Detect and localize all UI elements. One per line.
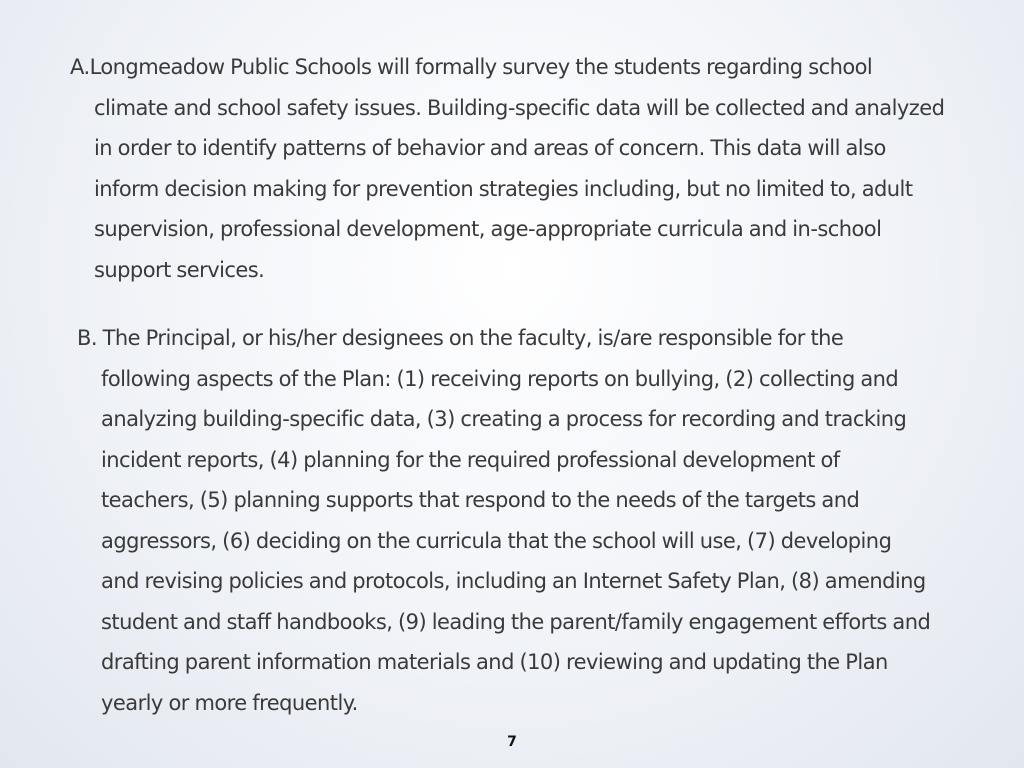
item-b-line-5: teachers, (5) planning supports that respond to the needs of the targets and: [101, 488, 860, 512]
list-item-a: [70, 47, 944, 290]
item-b-line-9: drafting parent information materials and (10) reviewing and updating the Plan: [101, 650, 888, 674]
item-a-marker: A.: [70, 55, 90, 79]
item-b-line-1: [77, 318, 930, 359]
item-a-line-1-text: Longmeadow Public Schools will formally survey the students regarding school: [89, 55, 873, 79]
list-item-b: [77, 318, 930, 723]
item-b-line-2: following aspects of the Plan: (1) receiving reports on bullying, (2) collecting and: [101, 366, 899, 391]
item-b-line-1-text: The Principal, or his/her designees on the faculty, is/are responsible for the: [102, 326, 844, 350]
item-a-line-2: climate and school safety issues. Building-specific data will be collected and analyzed: [94, 95, 945, 120]
item-a-line-6: support services.: [94, 257, 265, 282]
item-b-line-4: incident reports, (4) planning for the required professional development of: [101, 447, 840, 472]
item-a-line-4: inform decision making for prevention strategies including, but no limited to, adult: [94, 176, 913, 201]
item-a-line-1: [70, 47, 944, 88]
item-b-line-6: aggressors, (6) deciding on the curricula that the school will use, (7) developing: [101, 528, 892, 553]
item-a-line-5: supervision, professional development, age-appropriate curricula and in-school: [94, 217, 882, 241]
page-number: 7: [507, 734, 517, 750]
item-b-line-7: and revising policies and protocols, including an Internet Safety Plan, (8) amending: [101, 569, 926, 593]
item-b-line-10: yearly or more frequently.: [101, 690, 358, 715]
item-b-line-3: analyzing building-specific data, (3) creating a process for recording and tracking: [101, 407, 907, 431]
item-b-line-8: student and staff handbooks, (9) leading the parent/family engagement efforts and: [101, 609, 931, 634]
item-b-marker: B.: [77, 326, 97, 350]
item-a-line-3: in order to identify patterns of behavior and areas of concern. This data will also: [94, 136, 886, 160]
